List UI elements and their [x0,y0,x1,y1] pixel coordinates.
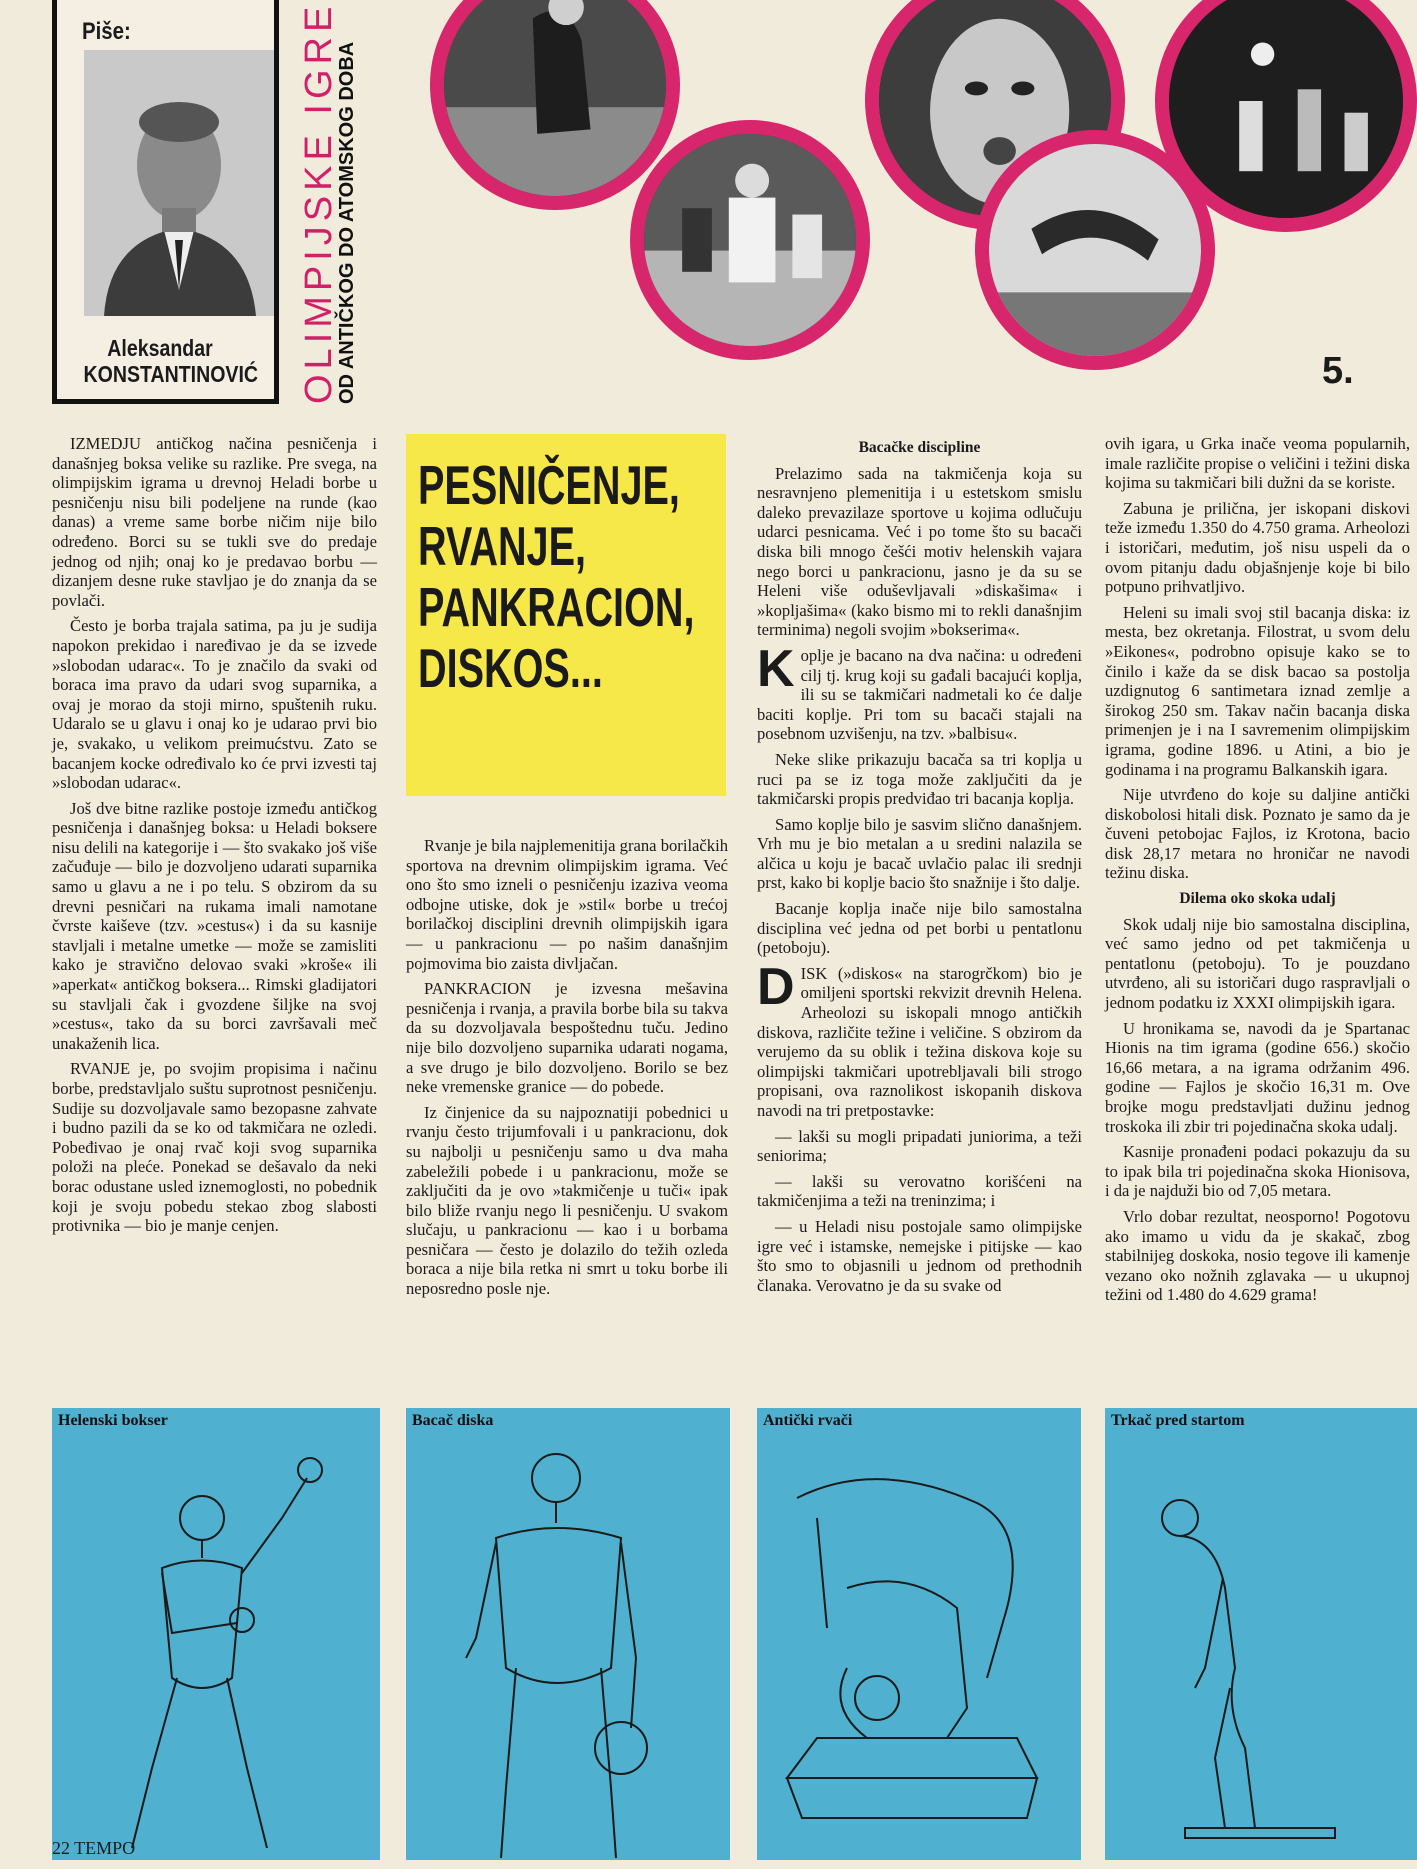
paragraph: Još dve bitne razlike postoje između antičkog pesničenja i današnjeg boksa: u Heladi boksere nisu delili na kategorije i — što svakako još više začuđuje — bilo je dozvoljeno udarati suparnika samo u glavu a ne i po telu. S obzirom da su drevni pesničari na rukama imali namotane čvrste kaiševe (tzv. »cestus«) i da su kasnije stavljali i metalne umetke — može se zamisliti kako je stravično delovao svaki »krošе« ili »aperkat« antičkog boksera... Rimski gladijatori su stavljali čak i gvozdene šiljke na svoj »cestus«, tako da su borci završavali meč unakaženih lica. [52,798,377,1053]
paragraph: — lakši su verovatno korišćeni na takmičenjima a teži na treninzima; i [757,1171,1082,1211]
panel-discus [406,1408,730,1860]
panel-label: Helenski bokser [58,1412,168,1429]
boxer-figure [52,1408,380,1860]
paragraph: Bacanje koplja inače nije bilo samostalna disciplina već jedna od pet borbi u pentatlonu (petoboju). [757,899,1082,958]
panel-label: Trkač pred startom [1111,1412,1245,1429]
paragraph: Neke slike prikazuju bacača sa tri koplja u ruci pa se iz toga može zaključiti da je takmičarski propis predviđao tri bacanja koplja. [757,749,1082,809]
runner-figure [1105,1408,1417,1860]
panel-label: Antički rvači [763,1412,853,1429]
headline: PESNIČENJE, RVANJE, PANKRACION, DISKOS... [418,454,695,699]
paragraph: Samo koplje bilo je sasvim slično današnjem. Vrh mu je bio metalan a u sredini nalazila se alčica u koju je bacač uvlačio palac ili srednji prst, kako bi koplje bacio što snažnije i što dalje. [757,814,1082,893]
paragraph: RVANJE je, po svojim propisima i načinu borbe, predstavljalo suštu suprotnost pesničenju. Sudije su dozvoljavale samo bezopasne zahvate i budno pazili da se ko od takmičara ne ozledi. Pobeđivao je onaj rvač koji svog suparnika položi na pleće. Ponekad se dešavalo da neki borac odustane usled iznemoglosti, no pobednik koji je svoju pobedu stekao zbog slabosti protivnika — bio je manje cenjen. [52,1059,377,1236]
paragraph: ovih igara, u Grka inače veoma popularnih, imale različite propise o veličini i težini diska kojima su takmičari bili dužni da se koriste. [1105,434,1410,493]
paragraph: Rvanje je bila najplemenitija grana borilačkih sportova na drevnim olimpijskim igrama. Već ono što smo izneli o pesničenju izaziva veoma odbojne utiske, dok je »stil« borbe u trećoj borilačkoj disciplini drevnih olimpijskih igara — u pankracionu — po našim današnjim pojmovima bio zaista divljačan. [406,836,728,973]
panel-runner [1105,1408,1417,1860]
panel-boxer [52,1408,380,1860]
paragraph: Vrlo dobar rezultat, neosporno! Pogotovu ako imamo u vidu da je skakač, zbog stabilnijeg doskoka, nosio tegove ili kamenje vezano oko nožnih zglavaka — u ukupnoj težini od 1.480 do 4.629 grama! [1105,1206,1410,1305]
photo-ring-boxing [430,0,680,210]
column-2 [406,836,728,1305]
paragraph: Kasnije pronađeni podaci pokazuju da su to ipak bila tri pojedinačna skoka Hionisova, i da je najduži bio od 7,05 metara. [1105,1142,1410,1201]
paragraph: Iz činjenice da su najpoznatiji pobednici u rvanju često trijumfovali i u pankracionu, dok su najbolji u pesničenju samo u dva maha zabeležili pobede i u pankracionu, može se zaključiti da je ovo »takmičenje u tuči« ipak bilo bliže rvanju nego li pesničenju. U svakom slučaju, u pankracionu — kao i u borbama pesničara — često je dolazilo do težih ozleda boraca a nije bila retka ni smrt u toku borbe ili neposredno posle nje. [406,1102,728,1299]
page-folio: 22 TEMPO [52,1838,136,1858]
column-3 [757,434,1082,1301]
paragraph: Zabuna je prilična, jer iskopani diskovi teže između 1.350 do 4.750 grama. Arheolozi i istoričari, međutim, još nisu uspeli da o ovom pitanju dadu objašnjenje koje bi bilo potpuno prihvatljivo. [1105,498,1410,597]
drop-cap: K [757,639,795,698]
discus-thrower-figure [406,1408,730,1860]
paragraph: — lakši su mogli pripadati juniorima, a teži seniorima; [757,1126,1082,1166]
column-4 [1105,434,1410,1311]
byline-label: Piše: [82,18,131,45]
series-title [288,0,356,404]
paragraph: Heleni su imali svoj stil bacanja diska: iz mesta, bez okretanja. Filostrat, u svom delu »Eikones«, podrobno opisuje kako se to činilo i kaže da se disk bacao sa postolja uzdignutog 6 santimetara iznad zemlje a širokog 250 sm. Takav način bacanja diska primenjen je i na I savremenim olimpijskim igrama, godine 1896. u Atini, a bio je godinama i na programu Balkanskih igara. [1105,602,1410,779]
paragraph: U hronikama se, navodi da je Spartanac Hionis na tim igrama (godine 656.) skočio 16,66 metara, a na igrama održanim 496. godine — Fajlos je skočio 16,31 m. Ove brojke mogu predstavljati dužinu jednog troskoka ili zbir tri pojedinačna skoka udalj. [1105,1018,1410,1136]
photo-ring-runners [630,120,870,360]
drop-cap: D [757,957,795,1016]
panel-label: Bacač diska [412,1412,494,1429]
wrestlers-figure [757,1408,1081,1860]
author-portrait [84,50,274,316]
series-title-main: OLIMPIJSKE IGRE [298,1,340,404]
section-heading: Bacačke discipline [858,439,981,456]
column-1 [52,434,377,1242]
paragraph: Koplje je bacano na dva načina: u određeni cilj tj. krug koji su gađali bacajući koplja, ili su se takmičari nadmetali ko će dalje baciti koplje. Pri tom su bacači stajali na posebnom uzvišenju, na tzv. »balbisu«. [757,639,1082,744]
author-name: Aleksandar KONSTANTINOVIĆ [83,335,259,387]
series-subtitle: OD ANTIČKOG DO ATOMSKOG DOBA [336,41,358,404]
paragraph: PANKRACION je izvesna mešavina pesničenja i rvanja, a pravila borbe bila su takva da su dozvoljavala bespoštednu tuču. Jedino nije bilo dozvoljeno suparnika udarati nogama, a sve drugo je bilo dozvoljeno. Borilo se bez neke vremenske granice — do pobede. [406,979,728,1097]
paragraph: Skok udalj nije bio samostalna disciplina, već samo jedno od pet takmičenja u pentatlonu (petoboju). To je pouzdano utvrđeno, ali su istoričari dugo raspravljali o jednom podatku iz XXXI olimpijskih igara. [1105,914,1410,1013]
part-number: 5. [1322,350,1354,392]
paragraph: Nije utvrđeno do koje su daljine antički diskobolosi hitali disk. Poznato je samo da je čuveni petobojac Fajlos, iz Krotona, bacio disk 28,17 metara no hroničar ne navodi težinu diska. [1105,785,1410,883]
paragraph: — u Heladi nisu postojale samo olimpijske igre već i istamske, nemejske i pitijske — kao što smo to objasnili u jednom od prethodnih članaka. Verovatno je da su svake od [757,1216,1082,1295]
paragraph: Prelazimo sada na takmičenja koja su nesravnjeno plemenitija i u estetskom smislu daleko prevazilaze sportove u kojima odlučuju udarci pesnicama. Već i po tome što su bacači diska bili mnogo češći motiv helenskih vajara nego borci u pankracionu, jasno je da su se Heleni više oduševljavali »diskašima« i »kopljašima« (kako bismo mi to rekli današnjim terminima) negoli svojim »bokserima«. [757,463,1082,640]
section-heading: Dilema oko skoka udalj [1179,890,1336,908]
paragraph: Često je borba trajala satima, pa ju je sudija napokon prekidao i naređivao je da se izvede »slobodan udarac«. To je značilo da svaki od boraca ima pravo da udari svog suparnika, a ovaj je morao da stoji mirno, spuštenih ruku. Udaralo se u glavu i onaj ko je udarao prvi bio je, svakako, u velikom preimućstvu. Zato se bacanjem kocke određivalo ko će prvi izvesti taj »slobodan udarac«. [52,616,377,793]
panel-wrestlers [757,1408,1081,1860]
paragraph: DISK (»diskos« na starogrčkom) bio je omiljeni sportski rekvizit drevnih Helena. Arheolozi su iskopali mnogo antičkih diskova, različite težine i veličine. S obzirom da verujemo da su oblik i težina diskova koje su olimpijski takmičari upotrebljavali bili strogo propisani, ova raznolikost iskopanih diskova navodi na tri pretpostavke: [757,957,1082,1120]
paragraph: IZMEDJU antičkog načina pesničenja i današnjeg boksa velike su razlike. Pre svega, na olimpijskim igrama u drevnoj Heladi borbe u pesničenju nisu bili podeljene na runde (kao danas) a vreme same borbe ničim nije bilo određeno. Borci su se tukli sve do predaje jednog od njih; onaj ko je predavao borbu — dizanjem desne ruke stavljao je do znanja da se povlači. [52,434,377,610]
